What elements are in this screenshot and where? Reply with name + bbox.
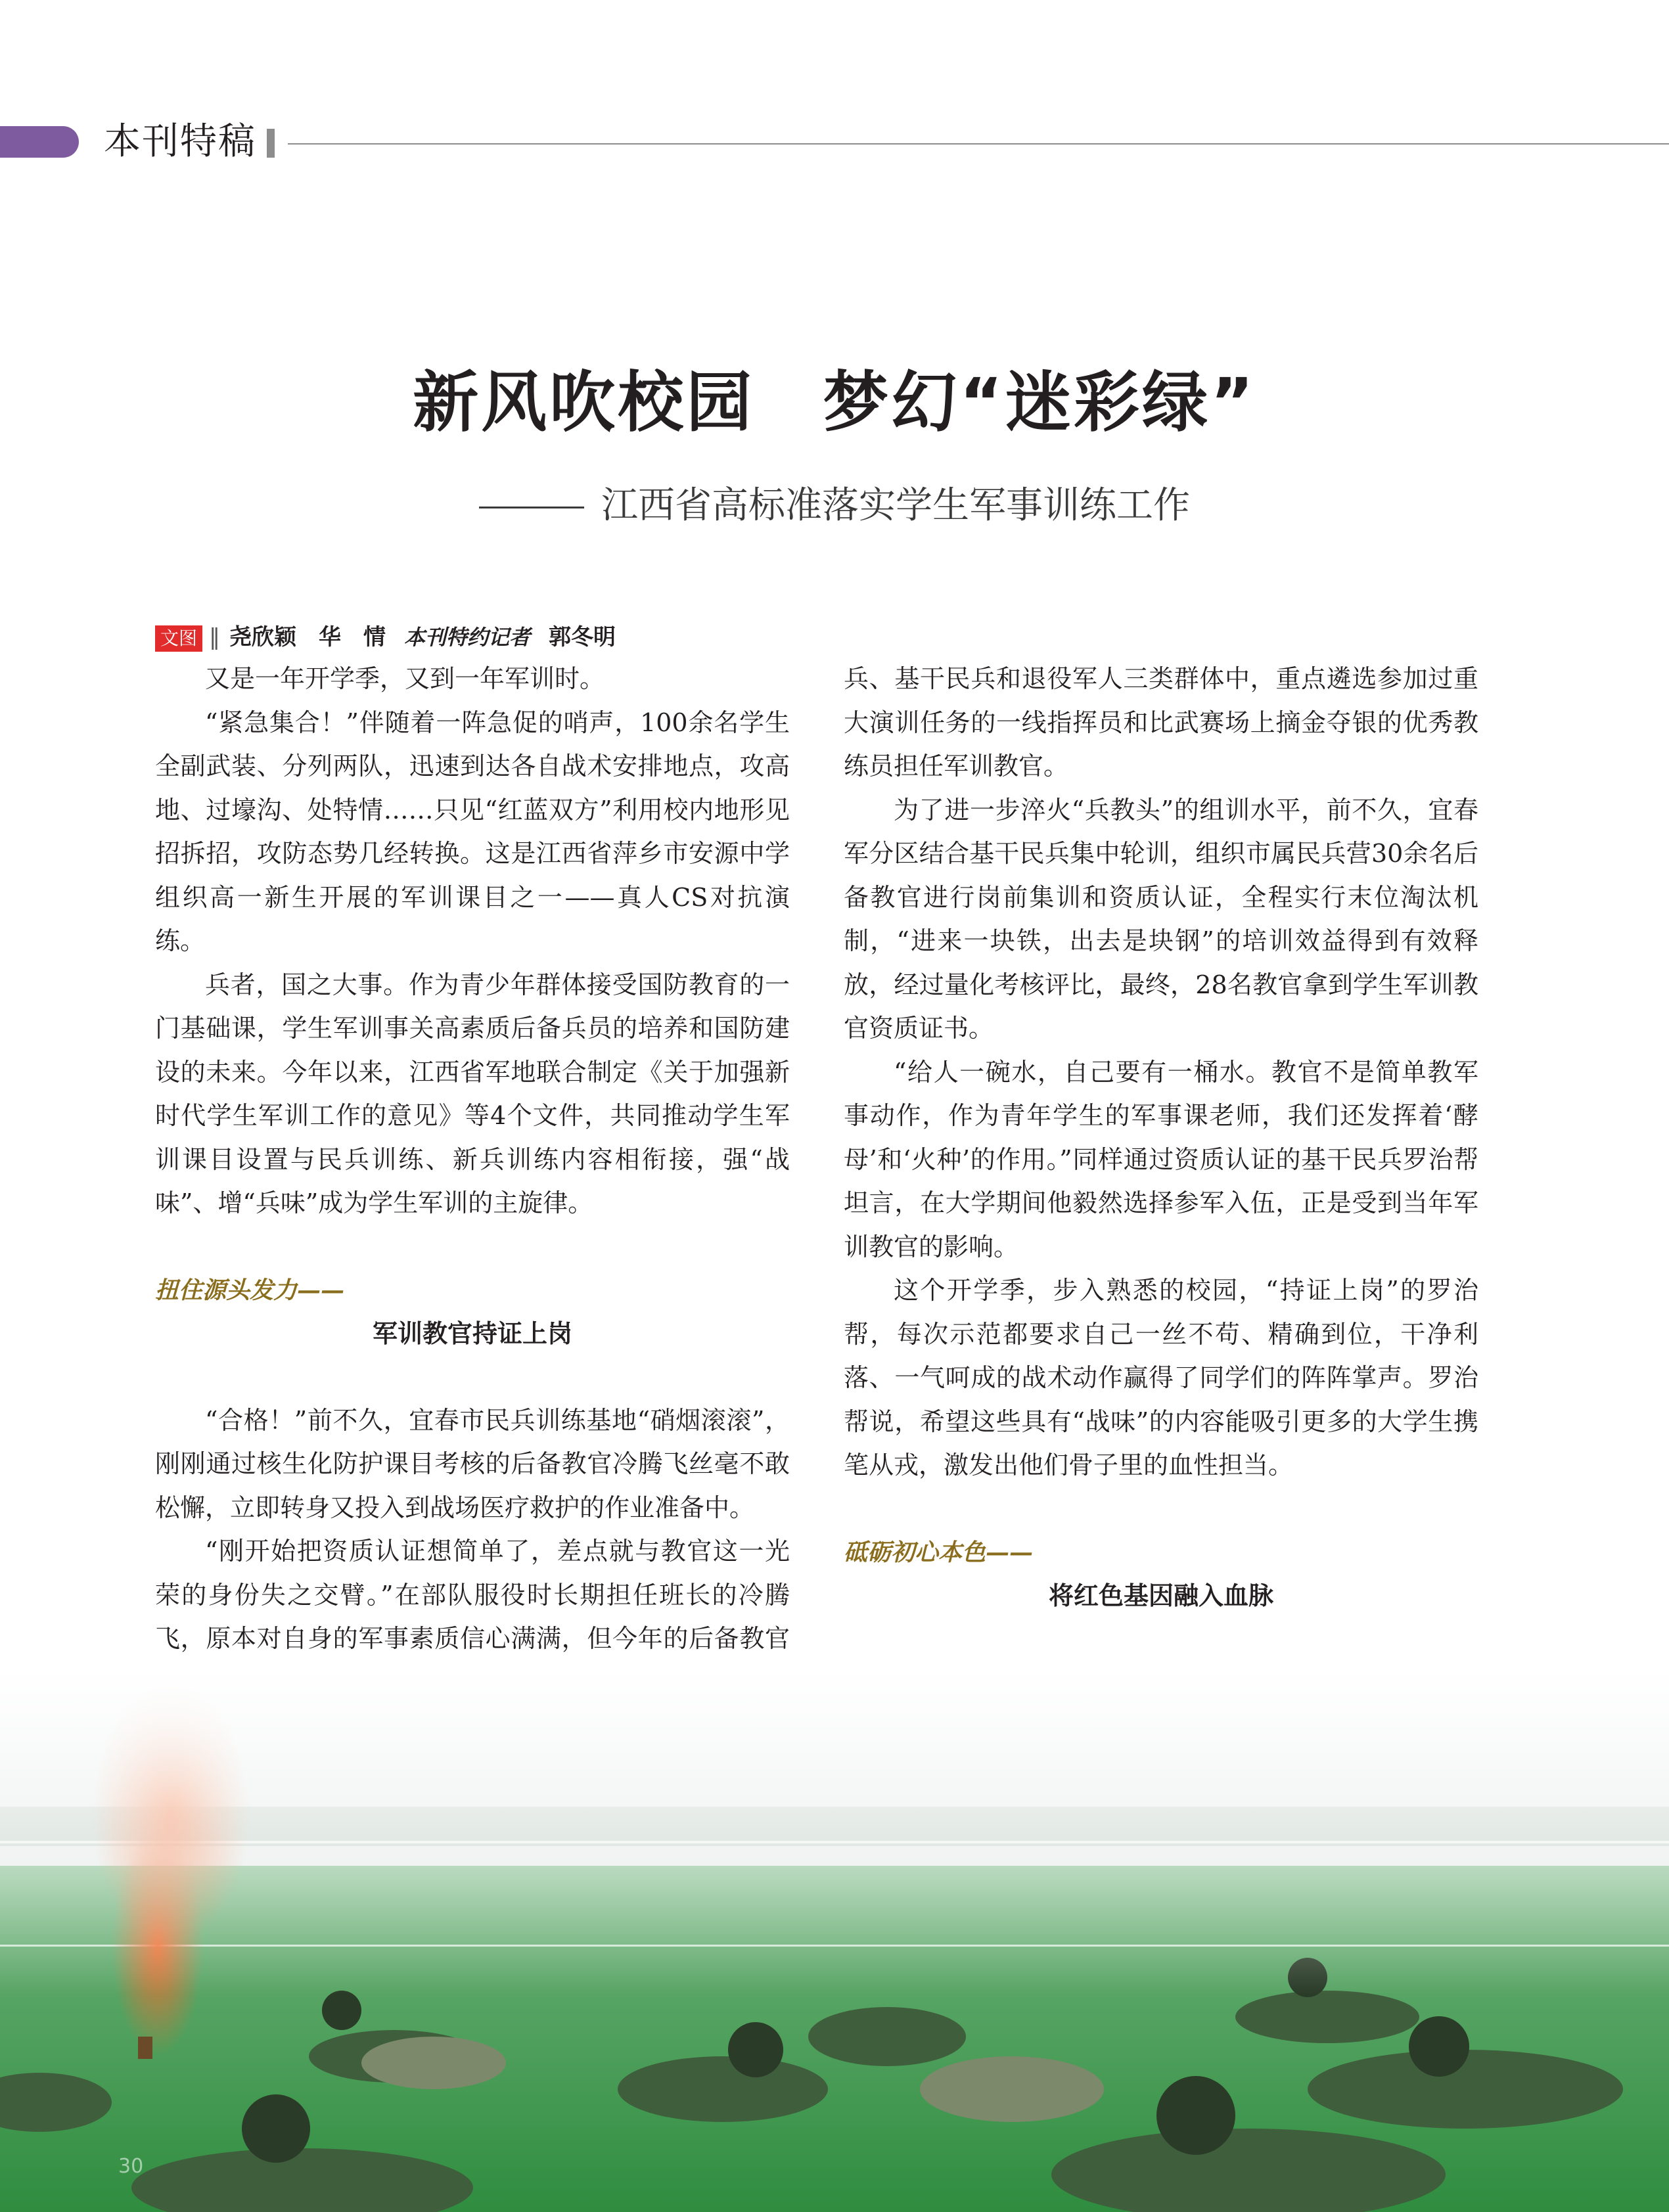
paragraph: 又是一年开学季，又到一年军训时。: [205, 664, 605, 693]
paragraph: “合格！”前不久，宜春市民兵训练基地“硝烟滚滚”，刚刚通过核生化防护课目考核的后备教官冷腾飞丝毫不敢松懈，立即转身又投入到战场医疗救护的作业准备中。: [155, 1405, 790, 1522]
photo-illustration: [0, 1669, 1669, 2212]
article-title: 新风吹校园 梦幻“迷彩绿”: [413, 364, 1256, 441]
section-label: 本刊特稿: [104, 120, 256, 163]
section-tab-marker: [0, 126, 79, 158]
spacer: [155, 1355, 790, 1399]
paragraph: 兵、基干民兵和退役军人三类群体中，重点遴选参加过重大演训任务的一线指挥员和比武赛场上摘金夺银的优秀教练员担任军训教官。: [844, 664, 1478, 780]
section-tag: 砥砺初心本色——: [844, 1538, 1034, 1566]
spacer: [844, 1617, 1478, 1661]
page-number: 30: [118, 2155, 144, 2178]
paragraph: 为了进一步淬火“兵教头”的组训水平，前不久，宜春军分区结合基干民兵集中轮训，组织市属民兵营30余名后备教官进行岗前集训和资质认证，全程实行末位淘汰机制，“进来一块铁，出去是块钢”的培训效益得到有效释放，经过量化考核评比，最终，28名教官拿到学生军训教官资质证书。: [844, 795, 1478, 1043]
paragraph: “紧急集合！”伴随着一阵急促的哨声，100余名学生全副武装、分列两队，迅速到达各自战术安排地点，攻高地、过壕沟、处特情……只见“红蓝双方”利用校内地形见招拆招，攻防态势几经转换。这是江西省萍乡市安源中学组织高一新生开展的军训课目之一——真人CS对抗演练。: [155, 708, 790, 955]
training-photo: [0, 1669, 1669, 2212]
section-heading: 将红色基因融入血脉: [1048, 1581, 1273, 1610]
paragraph: “刚开始把资质认证想简单了，差点就与教官这一光荣的身份失之交臂。”在部队服役时长期担任班长的冷腾飞，原本对自身的军事素质信心满满，但今年的后备教官: [155, 1537, 790, 1653]
article-subtitle-wrap: [0, 480, 1669, 532]
byline-tag: 文图: [155, 625, 202, 652]
byline-role: 本刊特约记者: [404, 625, 531, 650]
section-tag: 扭住源头发力——: [155, 1276, 345, 1304]
byline-reporter: 郭冬明: [549, 624, 616, 650]
section-heading: 军训教官持证上岗: [372, 1319, 572, 1348]
article-subtitle: 江西省高标准落实学生军事训练工作: [601, 484, 1190, 527]
header-divider-bar: [267, 129, 275, 158]
paragraph: “给人一碗水，自己要有一桶水。教官不是简单教军事动作，作为青年学生的军事课老师，我们还发挥着‘酵母’和‘火种’的作用。”同样通过资质认证的基干民兵罗治帮坦言，在大学期间他毅然选择参军入伍，正是受到当年军训教官的影响。: [844, 1057, 1478, 1261]
byline: [155, 621, 616, 653]
byline-separator: ‖: [209, 624, 221, 650]
header-rule: [288, 143, 1669, 145]
byline-authors: 尧欣颖 华 情: [229, 624, 386, 650]
spacer: [155, 1225, 790, 1269]
subtitle-dash: [479, 507, 584, 508]
paragraph: 兵者，国之大事。作为青少年群体接受国防教育的一门基础课，学生军训事关高素质后备兵员的培养和国防建设的未来。今年以来，江西省军地联合制定《关于加强新时代学生军训工作的意见》等4个文件，共同推动学生军训课目设置与民兵训练、新兵训练内容相衔接，强“战味”、增“兵味”成为学生军训的主旋律。: [155, 970, 790, 1217]
spacer: [844, 1487, 1478, 1531]
paragraph: 这个开学季，步入熟悉的校园，“持证上岗”的罗治帮，每次示范都要求自己一丝不苟、精确到位，干净利落、一气呵成的战术动作赢得了同学们的阵阵掌声。罗治帮说，希望这些具有“战味”的内容能吸引更多的大学生携笔从戎，激发出他们骨子里的血性担当。: [844, 1276, 1478, 1479]
